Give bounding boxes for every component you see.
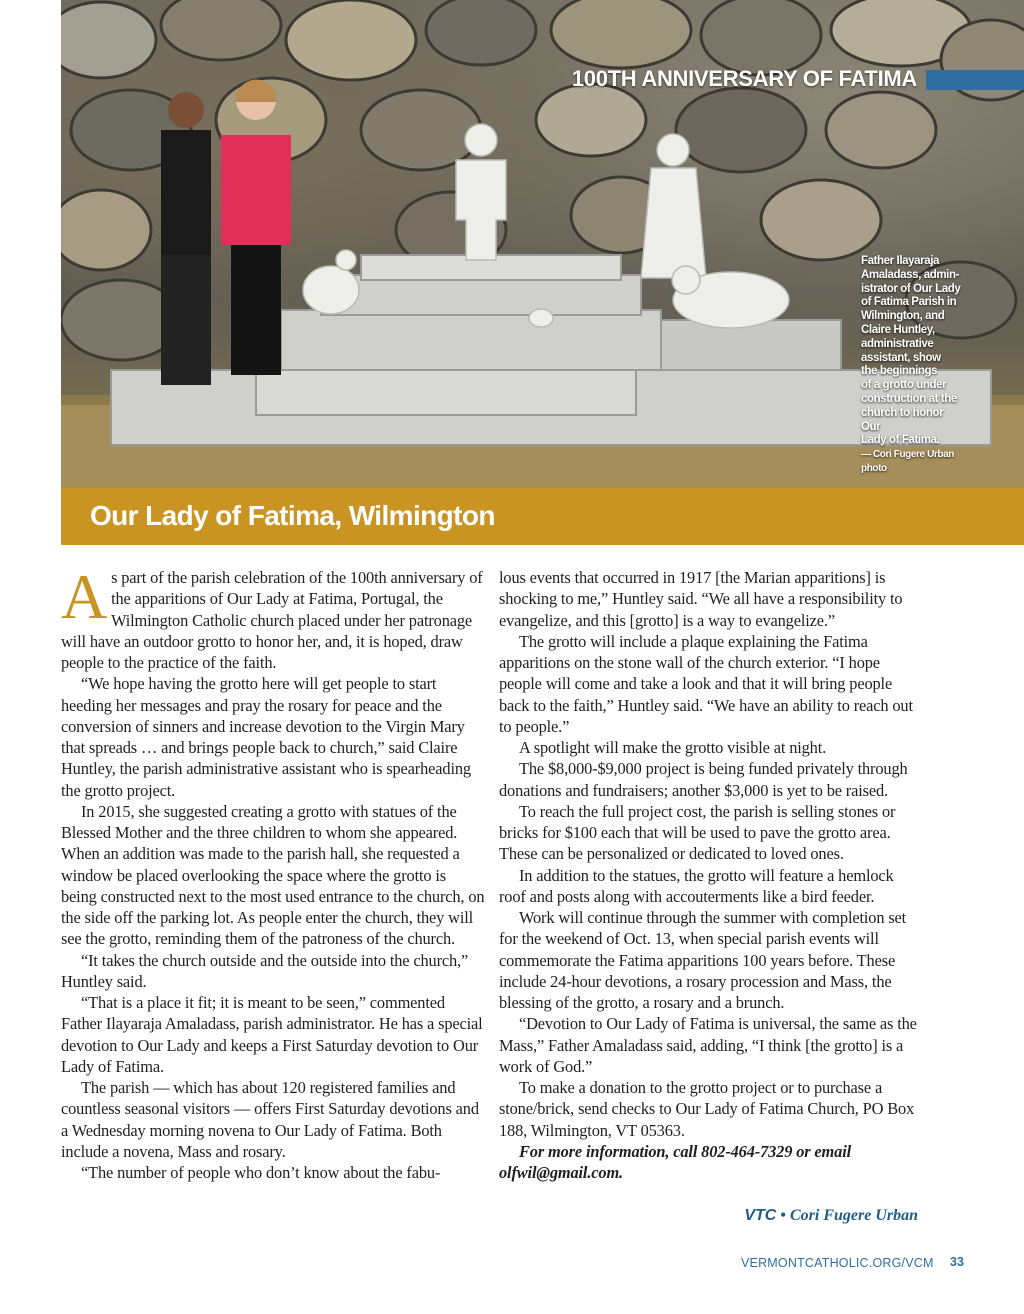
article-paragraph: “The number of people who don’t know about the fabu- — [81, 1163, 441, 1182]
caption-line: Lady of Fatima. — [861, 434, 940, 447]
byline — [660, 1207, 918, 1225]
contact-info: For more information, call 802-464-7329 or email olfwil@gmail.com. — [499, 1141, 852, 1182]
title-band — [61, 488, 1024, 545]
feature-photo — [61, 0, 1024, 488]
caption-line: of a grotto under — [861, 379, 947, 392]
article-paragraph: In 2015, she suggested creating a grotto with statues of the Blessed Mother and the three children to whom she appeared. When an addition was made to the parish hall, she requested a window be placed overlooking the space where the grotto is being constructed next to the most used entrance to the church, on the side off the parking lot. As people enter the church, they will see the grotto, reminding them of the patroness of the church. — [61, 801, 485, 949]
drop-cap: A — [61, 561, 108, 632]
article-column-left — [61, 561, 485, 1183]
article-paragraph: To reach the full project cost, the parish is selling stones or bricks for $100 each that will be used to pave the grotto area. These can be personalized or dedicated to loved ones. — [499, 801, 896, 864]
article-column-right — [499, 567, 923, 1183]
article-paragraph: Work will continue through the summer with completion set for the weekend of Oct. 13, when special parish events will commemorate the Fatima apparitions 100 years before. These include 24-hour devotions, a rosary procession and Mass, the blessing of the grotto, a rosary and a brunch. — [499, 908, 907, 1012]
byline-outlet: VTC — [744, 1207, 777, 1224]
section-header-tab — [926, 70, 1024, 90]
caption-line: church to honor Our — [861, 406, 944, 433]
article-paragraph: The parish — which has about 120 registered families and countless seasonal visitors — offers First Saturday devotions and a Wednesday morning novena to Our Lady of Fatima. Both include a novena, Mass and rosary. — [61, 1078, 479, 1161]
photo-credit: — Cori Fugere Urban — [861, 449, 954, 461]
article-paragraph: To make a donation to the grotto project or to purchase a stone/brick, send checks to Our Lady of Fatima Church, PO Box 188, Wilmington, VT 05363. — [499, 1078, 915, 1140]
article-paragraph — [61, 561, 485, 673]
footer-url: VERMONTCATHOLIC.ORG/VCM — [741, 1256, 934, 1270]
article-paragraph: The grotto will include a plaque explaining the Fatima apparitions on the stone wall of the church exterior. “I hope people will come and take a look and that it will bring people back to the faith,” Huntley said. “We have an ability to reach out to people.” — [499, 631, 913, 736]
photo-caption — [861, 255, 961, 476]
article-paragraph: A spotlight will make the grotto visible at night. — [519, 738, 827, 757]
caption-line: of Fatima Parish in — [861, 296, 957, 309]
caption-line: istrator of Our Lady — [861, 282, 961, 295]
article-paragraph: “That is a place it fit; it is meant to be seen,” commented Father Ilayaraja Amaladass, parish administrator. He has a special devotion to Our Lady and keeps a First Saturday devotion to Our Lady of Fatima. — [61, 993, 483, 1076]
article-paragraph: lous events that occurred in 1917 [the Marian apparitions] is shocking to me,” Huntley said. “We all have a responsibility to evangelize, and this [grotto] is a way to evangelize.” — [499, 568, 903, 630]
caption-line: construction at the — [861, 392, 957, 405]
caption-line: Father Ilayaraja — [861, 255, 939, 267]
byline-separator: • — [780, 1207, 786, 1224]
article-paragraph: “Devotion to Our Lady of Fatima is universal, the same as the Mass,” Father Amaladass said, adding, “I think [the grotto] is a work of God.” — [499, 1014, 917, 1076]
caption-line: administrative — [861, 337, 934, 350]
caption-line: Claire Huntley, — [861, 323, 935, 336]
article-paragraph: The $8,000-$9,000 project is being funded privately through donations and fundraisers; another $3,000 is yet to be raised. — [499, 759, 908, 800]
byline-author: Cori Fugere Urban — [789, 1207, 918, 1224]
article-paragraph: In addition to the statues, the grotto will feature a hemlock roof and posts along with accouterments like a bird feeder. — [499, 865, 894, 906]
caption-line: the beginnings — [861, 365, 938, 378]
caption-line: Amaladass, admin- — [861, 268, 960, 281]
caption-line: assistant, show — [861, 351, 941, 364]
article-paragraph: “It takes the church outside and the outside into the church,” Huntley said. — [61, 950, 469, 991]
section-header: 100TH ANNIVERSARY OF FATIMA — [571, 66, 917, 91]
paragraph-text: s part of the parish celebration of the 100th anniversary of the apparitions of Our Lady at Fatima, Portugal, the Wilmington Catholic church placed under her patronage will have an outdoor grotto to honor her, and, it is hoped, draw people to the practice of the faith. — [61, 568, 483, 672]
photo-credit: photo — [861, 462, 887, 474]
article-paragraph: “We hope having the grotto here will get people to start heeding her messages and pray the rosary for peace and the conversion of sinners and increase devotion to the Virgin Mary that spreads … and brings people back to church,” said Claire Huntley, the parish administrative assistant who is spearheading the grotto project. — [61, 674, 471, 800]
caption-line: Wilmington, and — [861, 310, 945, 323]
page-number: 33 — [950, 1255, 964, 1269]
article-title: Our Lady of Fatima, Wilmington — [90, 500, 495, 531]
